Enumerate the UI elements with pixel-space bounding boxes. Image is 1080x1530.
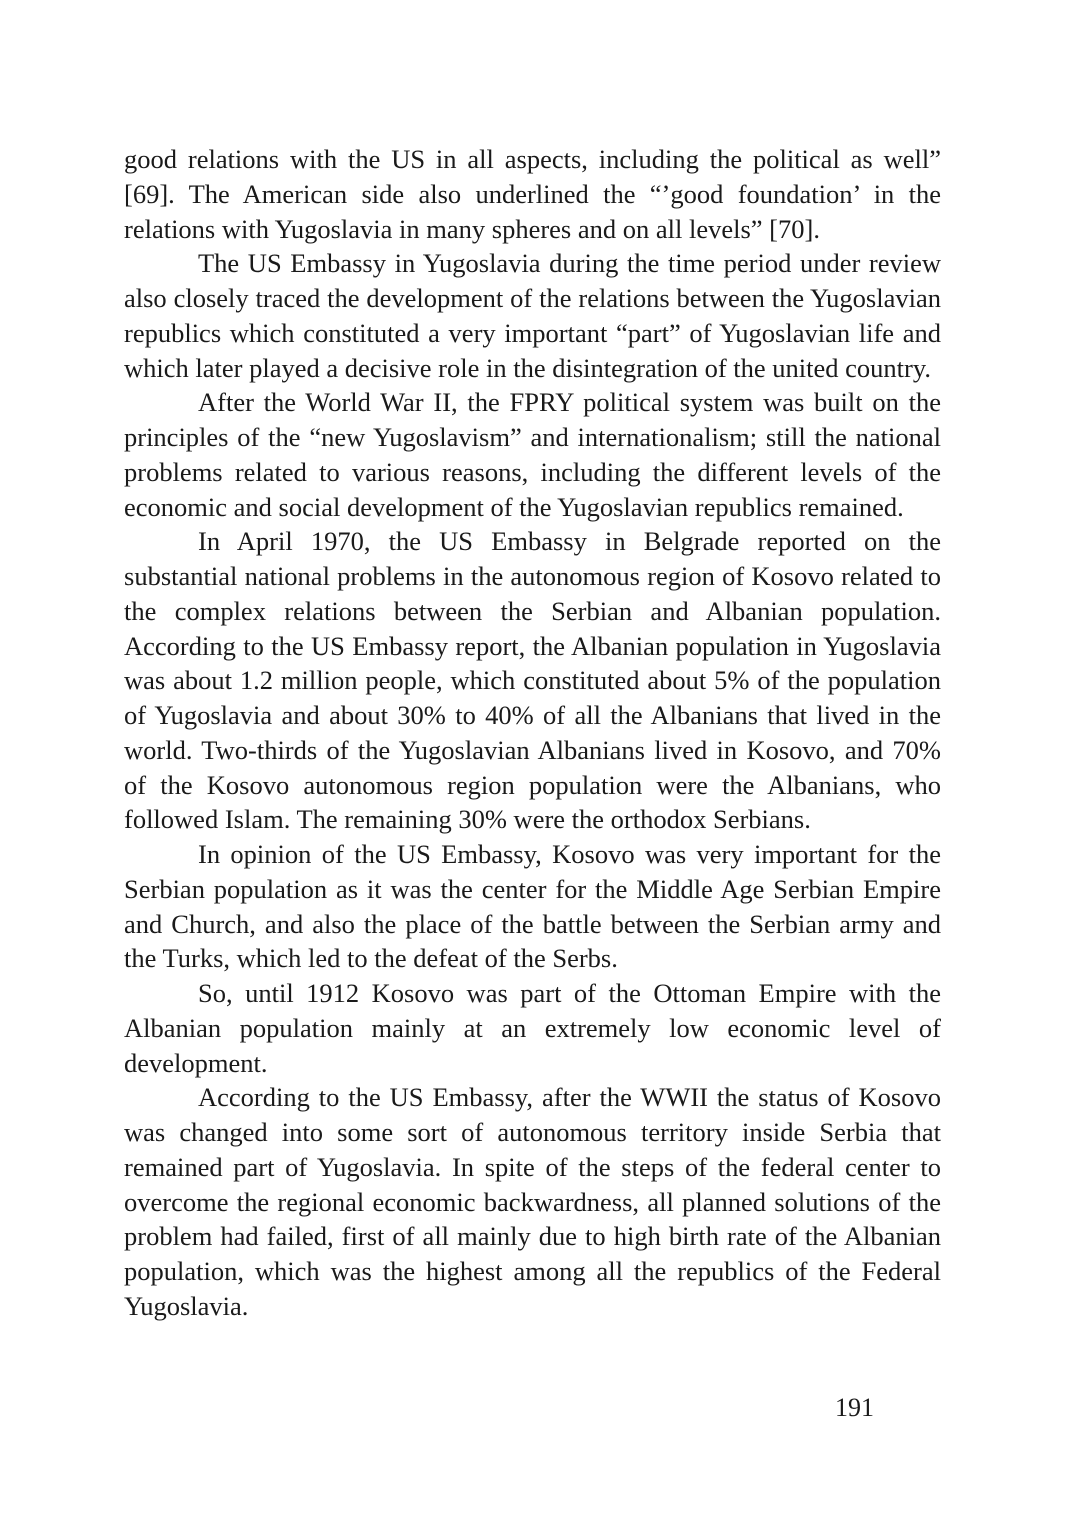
paragraph: According to the US Embassy, after the WWII the status of Kosovo was changed into some sort of autonomous territory inside Serbia that remained part of Yugoslavia. In spite of the steps of the federal center to overcome the regional economic backwardness, all planned solutions of the problem had failed, first of all mainly due to high birth rate of the Albanian population, which was the highest among all the republics of the Federal Yugoslavia. bbox=[124, 1082, 941, 1321]
paragraph: After the World War II, the FPRY political system was built on the principles of the “new Yugoslavism” and internationalism; still the national problems related to various reasons, including the different levels of the economic and social development of the Yugoslavian republics remained. bbox=[124, 387, 941, 522]
paragraph-continued: good relations with the US in all aspects, including the political as well” [69]. The American side also underlined the “’good foundation’ in the relations with Yugoslavia in many spheres and on all levels” [70]. bbox=[124, 144, 941, 244]
body-text bbox=[124, 142, 941, 1324]
paragraph: In opinion of the US Embassy, Kosovo was very important for the Serbian population as it was the center for the Middle Age Serbian Empire and Church, and also the place of the battle between the Serbian army and the Turks, which led to the defeat of the Serbs. bbox=[124, 839, 941, 974]
page-number: 191 bbox=[835, 1393, 874, 1422]
paragraph: So, until 1912 Kosovo was part of the Ottoman Empire with the Albanian population mainly at an extremely low economic level of development. bbox=[124, 978, 941, 1078]
paragraph: In April 1970, the US Embassy in Belgrade reported on the substantial national problems in the autonomous region of Kosovo related to the complex relations between the Serbian and Albanian population. According to the US Embassy report, the Albanian population in Yugoslavia was about 1.2 million people, which constituted about 5% of the population of Yugoslavia and about 30% to 40% of all the Albanians that lived in the world. Two-thirds of the Yugoslavian Albanians lived in Kosovo, and 70% of the Kosovo autonomous region population were the Albanians, who followed Islam. The remaining 30% were the orthodox Serbians. bbox=[124, 526, 941, 835]
paragraph: The US Embassy in Yugoslavia during the time period under review also closely traced the development of the relations between the Yugoslavian republics which constituted a very important “part” of Yugoslavian life and which later played a decisive role in the disintegration of the united country. bbox=[124, 248, 941, 383]
